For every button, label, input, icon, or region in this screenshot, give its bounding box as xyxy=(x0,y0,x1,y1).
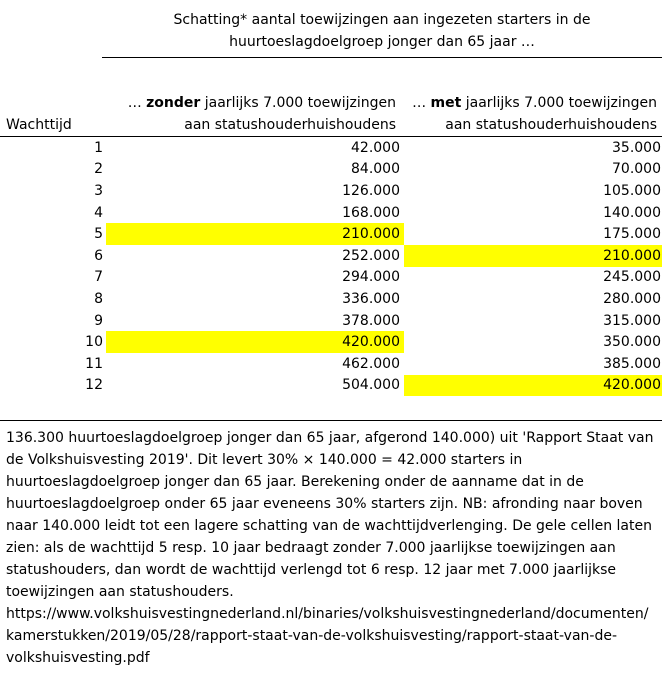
cell-zonder: 420.000 xyxy=(106,331,404,353)
footnote xyxy=(6,427,658,669)
cell-wachttijd: 7 xyxy=(94,269,103,286)
column-header-met-rest: jaarlijks 7.000 toewijzingen xyxy=(461,95,657,111)
cell-met: 70.000 xyxy=(612,161,661,178)
column-header-zonder-line1 xyxy=(128,92,396,114)
cell-zonder: 462.000 xyxy=(342,355,400,372)
table-row xyxy=(0,180,662,202)
column-header-zonder-rest: jaarlijks 7.000 toewijzingen xyxy=(200,95,396,111)
column-header-met-prefix: … xyxy=(412,95,431,111)
cell-zonder: 504.000 xyxy=(342,377,400,394)
cell-zonder: 252.000 xyxy=(342,247,400,264)
cell-met: 35.000 xyxy=(612,139,661,156)
cell-zonder: 294.000 xyxy=(342,269,400,286)
source-url-line1: https://www.volkshuisvestingnederland.nl/binaries/volkshuisvestingnederland/documenten/ xyxy=(6,606,649,622)
column-header-zonder-bold: zonder xyxy=(146,95,201,111)
table-row xyxy=(0,137,662,159)
table-row xyxy=(0,202,662,224)
cell-met: 210.000 xyxy=(404,245,662,267)
column-header-wachttijd: Wachttijd xyxy=(6,117,72,133)
source-url-line2: kamerstukken/2019/05/28/rapport-staat-van-de-volkshuisvesting/rapport-staat-van-de- xyxy=(6,628,618,644)
column-header-met-line1 xyxy=(412,92,657,114)
cell-met: 315.000 xyxy=(603,312,661,329)
table-row xyxy=(0,223,662,245)
cell-wachttijd: 10 xyxy=(85,334,103,351)
column-header-met-line2: aan statushouderhuishoudens xyxy=(445,117,657,133)
cell-wachttijd: 4 xyxy=(94,204,103,221)
cell-zonder: 42.000 xyxy=(351,139,400,156)
table-row xyxy=(0,288,662,310)
cell-met: 140.000 xyxy=(603,204,661,221)
footnote-text: 136.300 huurtoeslagdoelgroep jonger dan 65 jaar, afgerond 140.000) uit 'Rapport Staat van de Volkshuisvesting 2019'. Dit levert 30% × 140.000 = 42.000 starters in huurtoeslagdoelgroep jonger dan 65 jaar. Berekening onder de aanname dat in de huurtoeslagdoelgroep onder 65 jaar eveneens 30% starters zijn. NB: afronding naar boven naar 140.000 leidt tot een lagere schatting van de wachttijdverlenging. De gele cellen laten zien: als de wachttijd 5 resp. 10 jaar bedraagt zonder 7.000 jaarlijkse toewijzingen aan statushouders, dan wordt de wachttijd verlengd tot 6 resp. 12 jaar met 7.000 jaarlijkse toewijzingen aan statushouders. xyxy=(6,430,654,600)
table-body xyxy=(0,137,662,396)
cell-met: 105.000 xyxy=(603,182,661,199)
title-divider xyxy=(102,57,662,58)
cell-met: 245.000 xyxy=(603,269,661,286)
table-bottom-divider xyxy=(0,420,662,421)
column-header-met xyxy=(412,92,657,136)
table-row xyxy=(0,331,662,353)
source-url[interactable] xyxy=(6,603,658,669)
column-header-met-bold: met xyxy=(430,95,462,111)
cell-wachttijd: 11 xyxy=(85,355,103,372)
column-header-zonder-prefix: … xyxy=(127,95,147,111)
table-row xyxy=(0,159,662,181)
cell-wachttijd: 12 xyxy=(85,377,103,394)
cell-wachttijd: 8 xyxy=(94,290,103,307)
table-row xyxy=(0,267,662,289)
cell-wachttijd: 5 xyxy=(94,226,103,243)
cell-wachttijd: 9 xyxy=(94,312,103,329)
table-row xyxy=(0,375,662,397)
cell-met: 175.000 xyxy=(603,226,661,243)
source-url-line3: volkshuisvesting.pdf xyxy=(6,650,150,666)
cell-zonder: 336.000 xyxy=(342,290,400,307)
cell-zonder: 84.000 xyxy=(351,161,400,178)
table-row xyxy=(0,353,662,375)
table-row xyxy=(0,245,662,267)
table-row xyxy=(0,310,662,332)
cell-zonder: 378.000 xyxy=(342,312,400,329)
cell-wachttijd: 2 xyxy=(94,161,103,178)
cell-met: 420.000 xyxy=(404,375,662,397)
cell-met: 385.000 xyxy=(603,355,661,372)
cell-wachttijd: 1 xyxy=(94,139,103,156)
data-table xyxy=(0,137,662,396)
column-header-zonder-line2: aan statushouderhuishoudens xyxy=(184,117,396,133)
table-title: Schatting* aantal toewijzingen aan ingezeten starters in de huurtoeslagdoelgroep jonger dan 65 jaar … xyxy=(173,12,591,50)
cell-zonder: 126.000 xyxy=(342,182,400,199)
cell-wachttijd: 6 xyxy=(94,247,103,264)
cell-zonder: 168.000 xyxy=(342,204,400,221)
cell-wachttijd: 3 xyxy=(94,182,103,199)
cell-met: 280.000 xyxy=(603,290,661,307)
cell-met: 350.000 xyxy=(603,334,661,351)
cell-zonder: 210.000 xyxy=(106,223,404,245)
column-header-zonder xyxy=(128,92,396,136)
